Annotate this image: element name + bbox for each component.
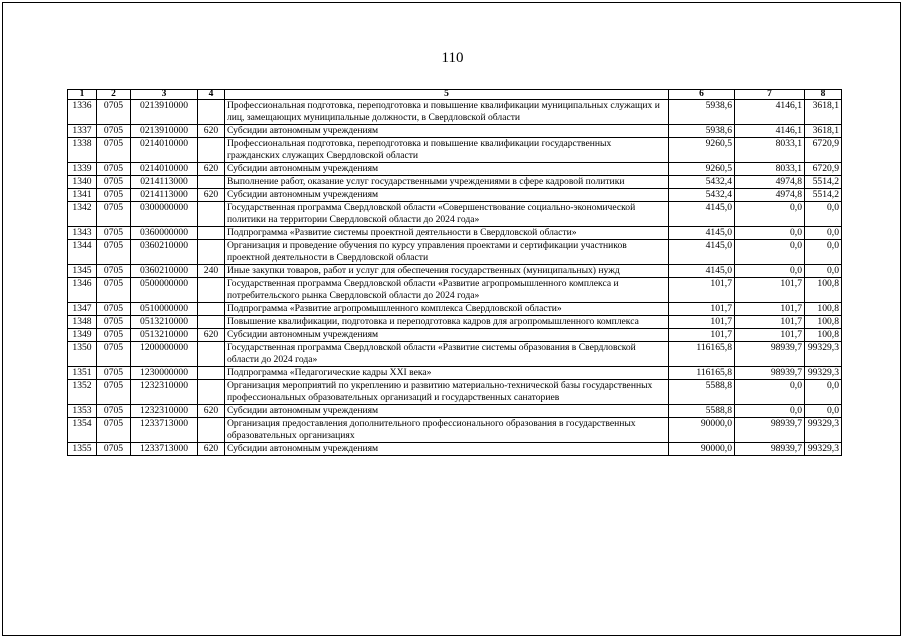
section-code-cell: 0705 [97,138,131,163]
row-number-cell: 1345 [68,265,97,278]
target-code-cell: 0510000000 [131,303,198,316]
description-cell: Подпрограмма «Педагогические кадры XXI века» [225,367,669,380]
table-row [68,265,842,278]
target-code-cell: 0214010000 [131,138,198,163]
expense-type-cell [198,418,225,443]
expense-type-cell: 620 [198,163,225,176]
section-code-cell: 0705 [97,303,131,316]
budget-table [67,89,842,456]
amount-col8-cell: 0,0 [805,405,842,418]
section-code-cell: 0705 [97,367,131,380]
row-number-cell: 1344 [68,240,97,265]
table-row [68,316,842,329]
amount-col6-cell: 5938,6 [669,100,735,125]
amount-col6-cell: 5432,4 [669,189,735,202]
row-number-cell: 1349 [68,329,97,342]
amount-col6-cell: 4145,0 [669,202,735,227]
amount-col8-cell: 100,8 [805,329,842,342]
table-row [68,380,842,405]
page-number: 110 [441,50,464,66]
row-number-cell: 1355 [68,443,97,456]
target-code-cell: 0500000000 [131,278,198,303]
row-number-cell: 1346 [68,278,97,303]
column-header: 4 [198,90,225,100]
amount-col8-cell: 0,0 [805,380,842,405]
description-cell: Подпрограмма «Развитие системы проектной деятельности в Свердловской области» [225,227,669,240]
expense-type-cell: 620 [198,443,225,456]
table-row [68,443,842,456]
expense-type-cell [198,342,225,367]
amount-col8-cell: 0,0 [805,265,842,278]
amount-col6-cell: 116165,8 [669,367,735,380]
amount-col6-cell: 9260,5 [669,138,735,163]
target-code-cell: 0213910000 [131,125,198,138]
table-row [68,342,842,367]
amount-col7-cell: 98939,7 [735,342,805,367]
amount-col7-cell: 4146,1 [735,125,805,138]
column-header: 1 [68,90,97,100]
expense-type-cell [198,138,225,163]
amount-col7-cell: 0,0 [735,405,805,418]
target-code-cell: 1232310000 [131,380,198,405]
amount-col8-cell: 0,0 [805,227,842,240]
header-row [68,90,842,100]
target-code-cell: 0214113000 [131,189,198,202]
amount-col6-cell: 4145,0 [669,240,735,265]
row-number-cell: 1342 [68,202,97,227]
target-code-cell: 0300000000 [131,202,198,227]
table-row [68,405,842,418]
section-code-cell: 0705 [97,380,131,405]
target-code-cell: 0360210000 [131,240,198,265]
amount-col6-cell: 5588,8 [669,405,735,418]
description-cell: Выполнение работ, оказание услуг государственными учреждениями в сфере кадровой политики [225,176,669,189]
description-cell: Государственная программа Свердловской области «Развитие системы образования в Свердловской области до 2024 года» [225,342,669,367]
amount-col6-cell: 5588,8 [669,380,735,405]
amount-col8-cell: 3618,1 [805,125,842,138]
row-number-cell: 1339 [68,163,97,176]
amount-col6-cell: 4145,0 [669,227,735,240]
table-body [68,100,842,456]
table-row [68,278,842,303]
table-row [68,189,842,202]
amount-col6-cell: 101,7 [669,303,735,316]
amount-col8-cell: 6720,9 [805,138,842,163]
amount-col8-cell: 99329,3 [805,418,842,443]
table-row [68,176,842,189]
description-cell: Государственная программа Свердловской области «Совершенствование социально-экономической политики на территории Свердловской области до 2024 года» [225,202,669,227]
row-number-cell: 1348 [68,316,97,329]
section-code-cell: 0705 [97,227,131,240]
description-cell: Субсидии автономным учреждениям [225,189,669,202]
row-number-cell: 1352 [68,380,97,405]
amount-col6-cell: 90000,0 [669,418,735,443]
amount-col6-cell: 101,7 [669,278,735,303]
table-row [68,418,842,443]
amount-col6-cell: 116165,8 [669,342,735,367]
target-code-cell: 0360210000 [131,265,198,278]
section-code-cell: 0705 [97,342,131,367]
column-header: 8 [805,90,842,100]
row-number-cell: 1337 [68,125,97,138]
amount-col8-cell: 100,8 [805,316,842,329]
section-code-cell: 0705 [97,443,131,456]
expense-type-cell [198,227,225,240]
amount-col6-cell: 9260,5 [669,163,735,176]
target-code-cell: 0360000000 [131,227,198,240]
description-cell: Организация мероприятий по укреплению и развитию материально-технической базы государственных профессиональных образовательных организаций и государственных санаториев [225,380,669,405]
target-code-cell: 0214113000 [131,176,198,189]
description-cell: Субсидии автономным учреждениям [225,443,669,456]
row-number-cell: 1341 [68,189,97,202]
target-code-cell: 1233713000 [131,443,198,456]
row-number-cell: 1340 [68,176,97,189]
row-number-cell: 1350 [68,342,97,367]
amount-col7-cell: 4974,8 [735,189,805,202]
amount-col8-cell: 3618,1 [805,100,842,125]
amount-col8-cell: 6720,9 [805,163,842,176]
table-row [68,138,842,163]
amount-col8-cell: 0,0 [805,240,842,265]
row-number-cell: 1347 [68,303,97,316]
target-code-cell: 0513210000 [131,329,198,342]
amount-col6-cell: 101,7 [669,316,735,329]
description-cell: Субсидии автономным учреждениям [225,125,669,138]
description-cell: Профессиональная подготовка, переподготовка и повышение квалификации государственных гражданских служащих Свердловской области [225,138,669,163]
amount-col6-cell: 5432,4 [669,176,735,189]
expense-type-cell [198,176,225,189]
amount-col7-cell: 101,7 [735,303,805,316]
table-row [68,367,842,380]
target-code-cell: 1233713000 [131,418,198,443]
section-code-cell: 0705 [97,189,131,202]
target-code-cell: 1200000000 [131,342,198,367]
expense-type-cell [198,202,225,227]
amount-col7-cell: 101,7 [735,316,805,329]
description-cell: Субсидии автономным учреждениям [225,405,669,418]
description-cell: Подпрограмма «Развитие агропромышленного комплекса Свердловской области» [225,303,669,316]
amount-col6-cell: 90000,0 [669,443,735,456]
section-code-cell: 0705 [97,278,131,303]
expense-type-cell [198,367,225,380]
section-code-cell: 0705 [97,316,131,329]
amount-col8-cell: 5514,2 [805,189,842,202]
target-code-cell: 1232310000 [131,405,198,418]
description-cell: Государственная программа Свердловской области «Развитие агропромышленного комплекса и потребительского рынка Свердловской области до 2024 года» [225,278,669,303]
amount-col8-cell: 99329,3 [805,367,842,380]
column-header: 6 [669,90,735,100]
section-code-cell: 0705 [97,405,131,418]
table-row [68,329,842,342]
amount-col7-cell: 0,0 [735,202,805,227]
description-cell: Субсидии автономным учреждениям [225,329,669,342]
amount-col8-cell: 0,0 [805,202,842,227]
amount-col8-cell: 99329,3 [805,342,842,367]
row-number-cell: 1353 [68,405,97,418]
table-row [68,227,842,240]
section-code-cell: 0705 [97,100,131,125]
amount-col7-cell: 98939,7 [735,443,805,456]
column-header: 2 [97,90,131,100]
expense-type-cell: 620 [198,329,225,342]
section-code-cell: 0705 [97,418,131,443]
amount-col7-cell: 0,0 [735,240,805,265]
amount-col6-cell: 5938,6 [669,125,735,138]
row-number-cell: 1343 [68,227,97,240]
table-row [68,202,842,227]
amount-col8-cell: 100,8 [805,303,842,316]
row-number-cell: 1354 [68,418,97,443]
description-cell: Иные закупки товаров, работ и услуг для обеспечения государственных (муниципальных) нужд [225,265,669,278]
section-code-cell: 0705 [97,265,131,278]
amount-col8-cell: 100,8 [805,278,842,303]
expense-type-cell [198,303,225,316]
table-row [68,125,842,138]
amount-col7-cell: 101,7 [735,278,805,303]
amount-col7-cell: 0,0 [735,265,805,278]
amount-col6-cell: 4145,0 [669,265,735,278]
target-code-cell: 0213910000 [131,100,198,125]
section-code-cell: 0705 [97,176,131,189]
table-row [68,163,842,176]
section-code-cell: 0705 [97,240,131,265]
section-code-cell: 0705 [97,163,131,176]
amount-col7-cell: 98939,7 [735,367,805,380]
amount-col7-cell: 0,0 [735,227,805,240]
target-code-cell: 0214010000 [131,163,198,176]
amount-col7-cell: 101,7 [735,329,805,342]
row-number-cell: 1351 [68,367,97,380]
row-number-cell: 1336 [68,100,97,125]
expense-type-cell [198,240,225,265]
expense-type-cell: 620 [198,125,225,138]
table-row [68,100,842,125]
amount-col7-cell: 98939,7 [735,418,805,443]
section-code-cell: 0705 [97,329,131,342]
expense-type-cell: 620 [198,405,225,418]
section-code-cell: 0705 [97,202,131,227]
amount-col8-cell: 5514,2 [805,176,842,189]
amount-col7-cell: 0,0 [735,380,805,405]
table-row [68,303,842,316]
amount-col7-cell: 8033,1 [735,163,805,176]
column-header: 3 [131,90,198,100]
row-number-cell: 1338 [68,138,97,163]
expense-type-cell: 620 [198,189,225,202]
expense-type-cell: 240 [198,265,225,278]
description-cell: Повышение квалификации, подготовка и переподготовка кадров для агропромышленного комплекса [225,316,669,329]
expense-type-cell [198,100,225,125]
column-header: 7 [735,90,805,100]
section-code-cell: 0705 [97,125,131,138]
amount-col8-cell: 99329,3 [805,443,842,456]
description-cell: Субсидии автономным учреждениям [225,163,669,176]
expense-type-cell [198,278,225,303]
description-cell: Профессиональная подготовка, переподготовка и повышение квалификации муниципальных служащих и лиц, замещающих муниципальные должности, в Свердловской области [225,100,669,125]
expense-type-cell [198,316,225,329]
description-cell: Организация предоставления дополнительного профессионального образования в государственных образовательных организациях [225,418,669,443]
target-code-cell: 0513210000 [131,316,198,329]
amount-col7-cell: 8033,1 [735,138,805,163]
amount-col7-cell: 4974,8 [735,176,805,189]
amount-col6-cell: 101,7 [669,329,735,342]
amount-col7-cell: 4146,1 [735,100,805,125]
column-header: 5 [225,90,669,100]
table-row [68,240,842,265]
target-code-cell: 1230000000 [131,367,198,380]
expense-type-cell [198,380,225,405]
description-cell: Организация и проведение обучения по курсу управления проектами и сертификации участников проектной деятельности в Свердловской области [225,240,669,265]
